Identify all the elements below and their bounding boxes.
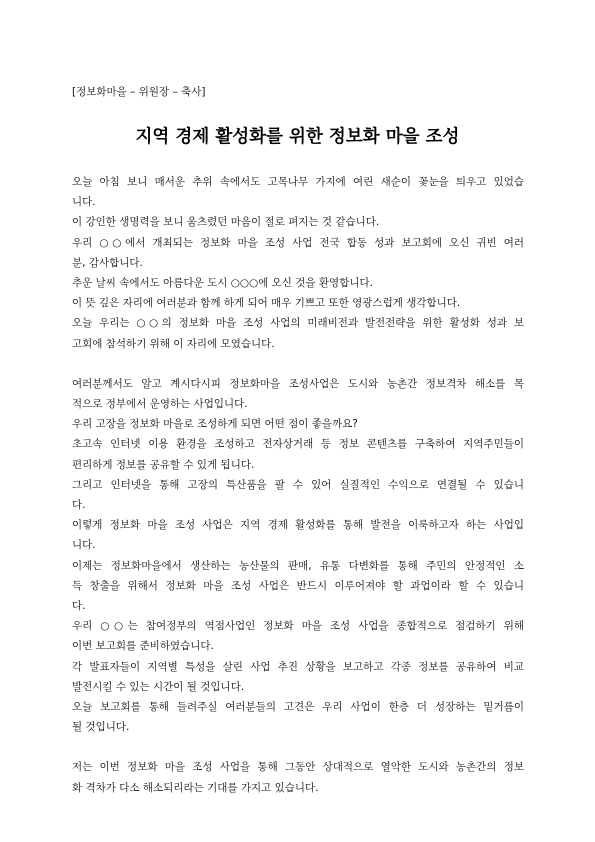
body-line: 우리 고장을 정보화 마을로 조성하게 되면 어떤 점이 좋을까요? bbox=[72, 418, 358, 431]
body-line: 우리 ○○에서 개최되는 정보화 마을 조성 사업 전국 합동 성과 보고회에 오신 귀빈 여러 bbox=[72, 236, 524, 249]
body-line: 이 뜻 깊은 자리에 여러분과 함께 하게 되어 매우 기쁘고 또한 영광스럽게 생각합니다. bbox=[72, 297, 461, 310]
body-line: 다. bbox=[72, 599, 86, 612]
body-line: 이번 보고회를 준비하였습니다. bbox=[72, 640, 214, 653]
body-line: 오늘 아침 보니 매서운 추위 속에서도 고목나무 가지에 여린 새순이 꽃눈을 틔우고 있었습 bbox=[72, 176, 524, 188]
body-line: 이 강인한 생명력을 보니 움츠렸던 마음이 절로 펴지는 것 같습니다. bbox=[72, 216, 380, 229]
body-line: 오늘 우리는 ○○의 정보화 마을 조성 사업의 미래비전과 발전전략을 위한 활성화 성과 보 bbox=[72, 317, 524, 330]
body-line: 추운 날씨 속에서도 아름다운 도시 ○○○에 오신 것을 환영합니다. bbox=[72, 276, 373, 289]
body-line: 니다. bbox=[72, 539, 96, 552]
body-line: 저는 이번 정보화 마을 조성 사업을 통해 그동안 상대적으로 열악한 도시와 농촌간의 정보 bbox=[72, 761, 524, 774]
paragraph-gap bbox=[72, 354, 524, 374]
body-line: 고회에 참석하기 위해 이 자리에 모였습니다. bbox=[72, 337, 275, 350]
body-line: 이렇게 정보화 마을 조성 사업은 지역 경제 활성화를 통해 발전을 이룩하고자 하는 사업입 bbox=[72, 519, 524, 532]
body-line: 여러분께서도 알고 계시다시피 정보화마을 조성사업은 도시와 농촌간 정보격차 해소를 목 bbox=[72, 377, 524, 390]
body-line: 이제는 정보화마을에서 생산하는 농산물의 판매, 유통 다변화를 통해 주민의 안정적인 소 bbox=[72, 559, 524, 572]
body-line: 오늘 보고회를 통해 들려주실 여러분들의 고견은 우리 사업이 한층 더 성장하는 밑거름이 bbox=[72, 700, 524, 713]
body-line: 득 창출을 위해서 정보화 마을 조성 사업은 반드시 이루어져야 할 과업이라 할 수 있습니 bbox=[72, 579, 524, 592]
body-line: 다. bbox=[72, 499, 86, 511]
document-body bbox=[72, 172, 524, 798]
paragraph-gap bbox=[72, 737, 524, 757]
body-line: 적으로 정부에서 운영하는 사업입니다. bbox=[72, 398, 248, 411]
body-line: 화 격차가 다소 해소되리라는 기대를 가지고 있습니다. bbox=[72, 781, 319, 794]
body-line: 우리 ○○는 참여정부의 역점사업인 정보화 마을 조성 사업을 종합적으로 점검하기 위해 bbox=[72, 620, 524, 633]
body-line: 초고속 인터넷 이용 환경을 조성하고 전자상거래 등 정보 콘텐츠를 구축하여 지역주민들이 bbox=[72, 438, 524, 451]
body-line: 발전시킬 수 있는 시간이 될 것입니다. bbox=[72, 680, 245, 693]
body-line: 분, 감사합니다. bbox=[72, 256, 143, 269]
body-line: 그리고 인터넷을 통해 고장의 특산품을 팔 수 있어 실질적인 수익으로 연결될 수 있습니 bbox=[72, 478, 524, 491]
document-category-tag: [정보화마을 – 위원장 – 축사] bbox=[72, 86, 206, 98]
body-line: 편리하게 정보를 공유할 수 있게 됩니다. bbox=[72, 458, 255, 471]
body-line: 각 발표자들이 지역별 특성을 살린 사업 추진 상황을 보고하고 각종 정보를 공유하여 비교 bbox=[72, 660, 524, 673]
body-line: 될 것입니다. bbox=[72, 721, 130, 734]
document-title: 지역 경제 활성화를 위한 정보화 마을 조성 bbox=[135, 127, 460, 147]
body-line: 니다. bbox=[72, 196, 96, 209]
